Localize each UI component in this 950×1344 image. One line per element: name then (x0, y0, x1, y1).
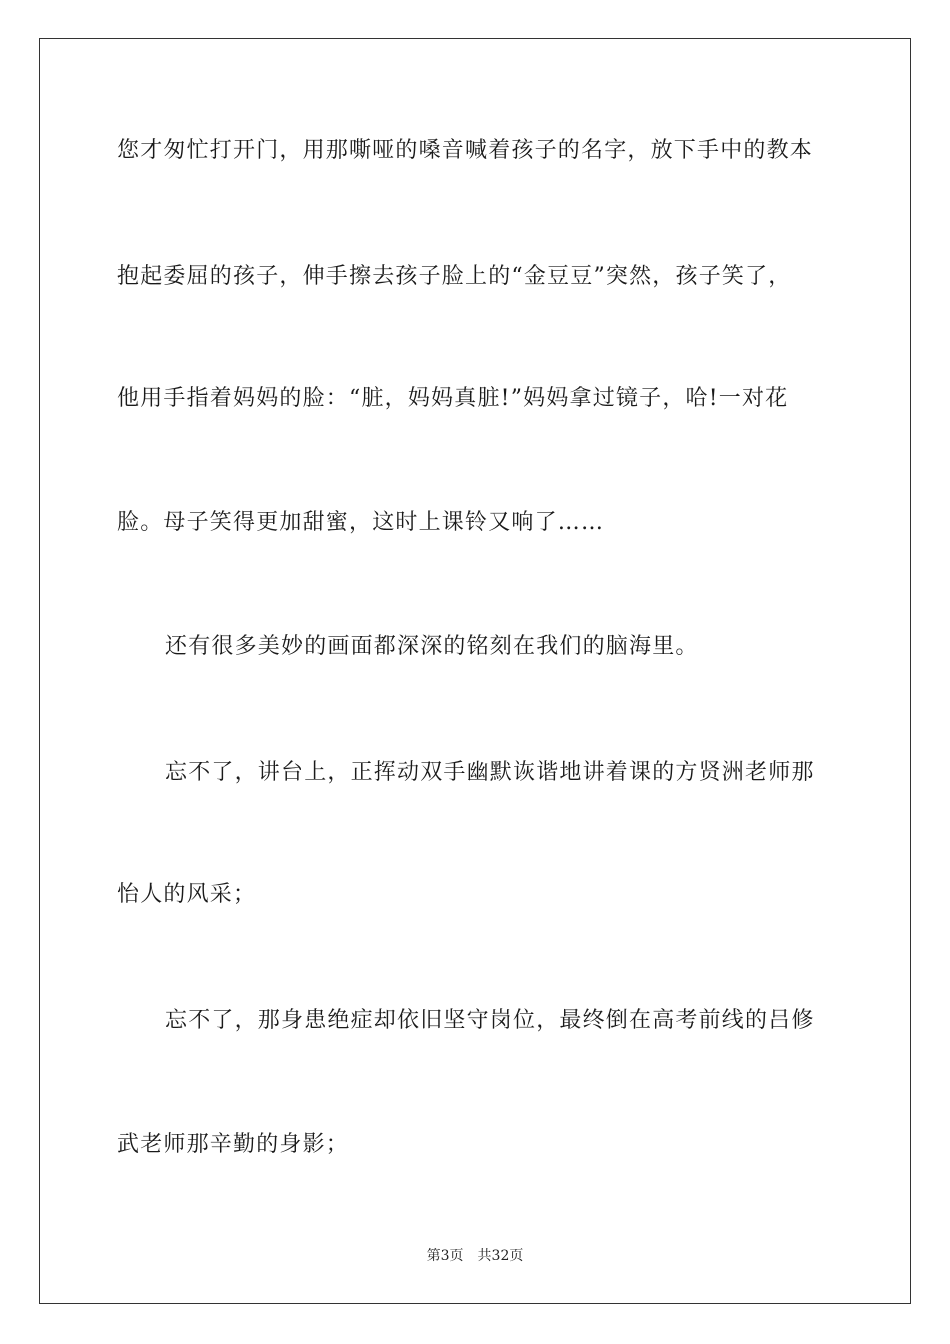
text-line-1: 您才匆忙打开门，用那嘶哑的嗓音喊着孩子的名字，放下手中的教本 (117, 138, 814, 163)
text-line-7: 怡人的风采； (117, 882, 257, 907)
page-number: 第3页 (426, 1248, 464, 1264)
page-border (39, 38, 911, 1304)
page-footer (0, 1247, 950, 1265)
text-line-5: 还有很多美妙的画面都深深的铭刻在我们的脑海里。 (165, 634, 699, 659)
text-line-9: 武老师那辛勤的身影； (117, 1132, 350, 1157)
text-line-3: 他用手指着妈妈的脸：“脏，妈妈真脏!”妈妈拿过镜子，哈!一对花 (117, 386, 789, 411)
text-line-8: 忘不了，那身患绝症却依旧坚守岗位，最终倒在高考前线的吕修 (165, 1008, 815, 1033)
text-line-2: 抱起委屈的孩子，伸手擦去孩子脸上的“金豆豆”突然，孩子笑了， (117, 264, 792, 289)
text-line-4: 脸。母子笑得更加甜蜜，这时上课铃又响了…… (117, 510, 605, 535)
text-line-6: 忘不了，讲台上，正挥动双手幽默诙谐地讲着课的方贤洲老师那 (165, 760, 815, 785)
page-total: 共32页 (477, 1248, 524, 1264)
